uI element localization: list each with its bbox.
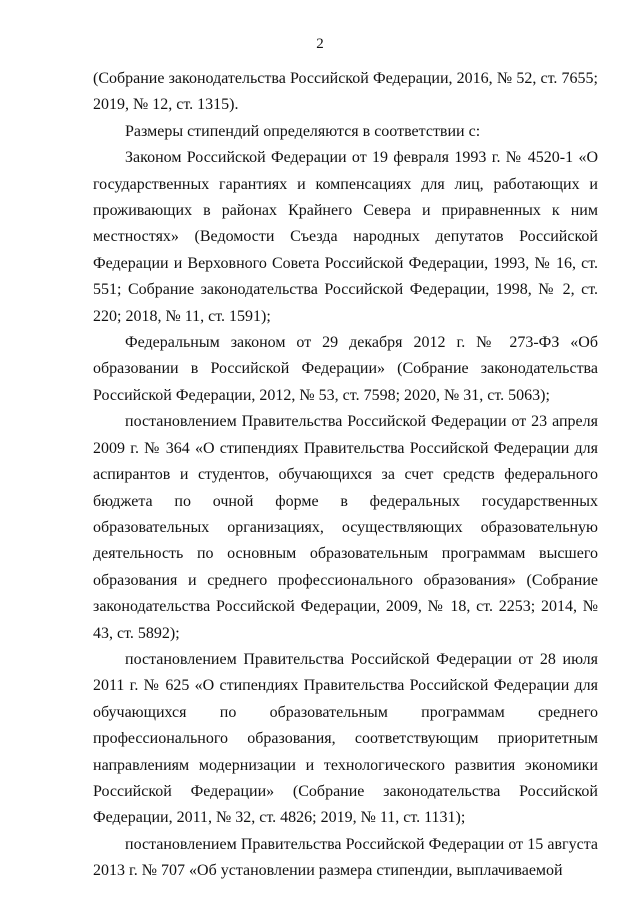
document-body bbox=[93, 66, 598, 885]
paragraph-citation-continuation: (Собрание законодательства Российской Федерации, 2016, № 52, ст. 7655; 2019, № 12, ст. 1315). bbox=[93, 70, 598, 114]
paragraph-resolution-364: постановлением Правительства Российской Федерации от 23 апреля 2009 г. № 364 «О стипендиях Правительства Российской Федерации для аспирантов и студентов, обучающихся за счет средств федерального бюджета по очной форме в федеральных государственных образовательных организациях, осуществляющих образовательную деятельность по основным образовательным программам высшего образования и среднего профессионального образования» (Собрание законодательства Российской Федерации, 2009, № 18, ст. 2253; 2014, № 43, ст. 5892); bbox=[93, 413, 598, 642]
paragraph-resolution-625: постановлением Правительства Российской Федерации от 28 июля 2011 г. № 625 «О стипендиях Правительства Российской Федерации для обучающихся по образовательным программам среднего профессионального образования, соответствующим приоритетным направлениям модернизации и технологического развития экономики Российской Федерации» (Собрание законодательства Российской Федерации, 2011, № 32, ст. 4826; 2019, № 11, ст. 1131); bbox=[93, 650, 598, 827]
paragraph-law-4520-1: Законом Российской Федерации от 19 февраля 1993 г. № 4520-1 «О государственных гарантиях и компенсациях для лиц, работающих и проживающих в районах Крайнего Севера и приравненных к ним местностях» (Ведомости Съезда народных депутатов Российской Федерации и Верховного Совета Российской Федерации, 1993, № 16, ст. 551; Собрание законодательства Российской Федерации, 1998, № 2, ст. 220; 2018, № 11, ст. 1591); bbox=[93, 149, 598, 325]
paragraph-law-273-fz: Федеральным законом от 29 декабря 2012 г. № 273-ФЗ «Об образовании в Российской Федерации» (Собрание законодательства Российской Федерации, 2012, № 53, ст. 7598; 2020, № 31, ст. 5063); bbox=[93, 334, 598, 404]
paragraph-stipend-basis-intro: Размеры стипендий определяются в соответствии с: bbox=[125, 122, 481, 140]
page-number: 2 bbox=[316, 36, 324, 52]
paragraph-resolution-707: постановлением Правительства Российской Федерации от 15 августа 2013 г. № 707 «Об установлении размера стипендии, выплачиваемой bbox=[93, 835, 598, 880]
